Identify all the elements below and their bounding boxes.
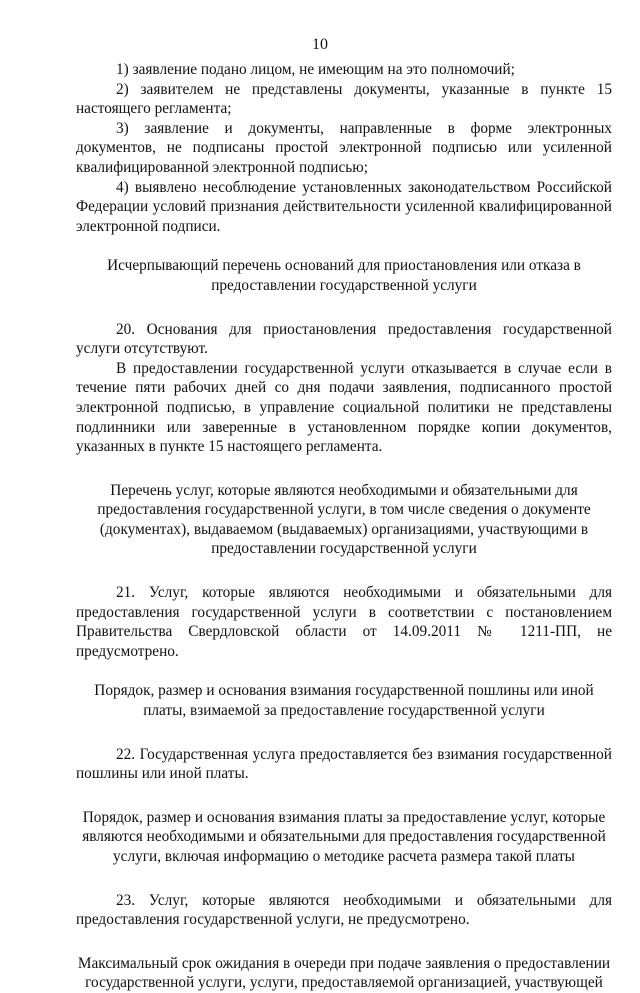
document-body [76, 60, 612, 993]
section-heading-queue-time: Максимальный срок ожидания в очереди при подаче заявления о предоставлении государственной услуги, услуги, предоставляемой организацией, участвующей [77, 954, 611, 992]
item-4: 4) выявлено несоблюдение установленных законодательством Российской Федерации условий признания действительности усиленной квалифицированной электронной подписи. [76, 178, 612, 235]
item-1: 1) заявление подано лицом, не имеющим на это полномочий; [116, 61, 515, 78]
item-3: 3) заявление и документы, направленные в форме электронных документов, не подписаны простой электронной подписью или усиленной квалифицированной электронной подписью; [76, 119, 612, 176]
paragraph-23: 23. Услуг, которые являются необходимыми и обязательными для предоставления государственной услуги, не предусмотрено. [76, 891, 612, 929]
item-2: 2) заявителем не представлены документы, указанные в пункте 15 настоящего регламента; [76, 80, 612, 118]
section-heading-services-list: Перечень услуг, которые являются необходимыми и обязательными для предоставления государственной услуги, в том числе сведения о документе (документах), выдаваемом (выдаваемых) организациями, участвующими в предоставлении государственной услуги [97, 481, 591, 558]
paragraph-22: 22. Государственная услуга предоставляется без взимания государственной пошлины или иной платы. [76, 745, 612, 783]
section-heading-state-fee: Порядок, размер и основания взимания государственной пошлины или иной платы, взимаемой за предоставление государственной услуги [94, 682, 594, 720]
paragraph-21: 21. Услуг, которые являются необходимыми и обязательными для предоставления государственной услуги в соответствии с постановлением Правительства Свердловской области от 14.09.2011 № 1211-ПП, не предусмотрено. [76, 584, 612, 660]
section-heading-grounds: Исчерпывающий перечень оснований для приостановления или отказа в предоставлении государственной услуги [107, 257, 581, 294]
section-heading-service-fee: Порядок, размер и основания взимания платы за предоставление услуг, которые являются необходимыми и обязательными для предоставления государственной услуги, включая информацию о методике расчета размера такой платы [82, 808, 606, 865]
paragraph-20: 20. Основания для приостановления предоставления государственной услуги отсутствуют. [76, 320, 612, 358]
page-number: 10 [312, 36, 328, 53]
paragraph-refusal: В предоставлении государственной услуги отказывается в случае если в течение пяти рабочих дней со дня подачи заявления, подписанного простой электронной подписью, в управление социальной политики не представлены подлинники или заверенные в установленном порядке копии документов, указанных в пункте 15 настоящего регламента. [76, 359, 612, 456]
